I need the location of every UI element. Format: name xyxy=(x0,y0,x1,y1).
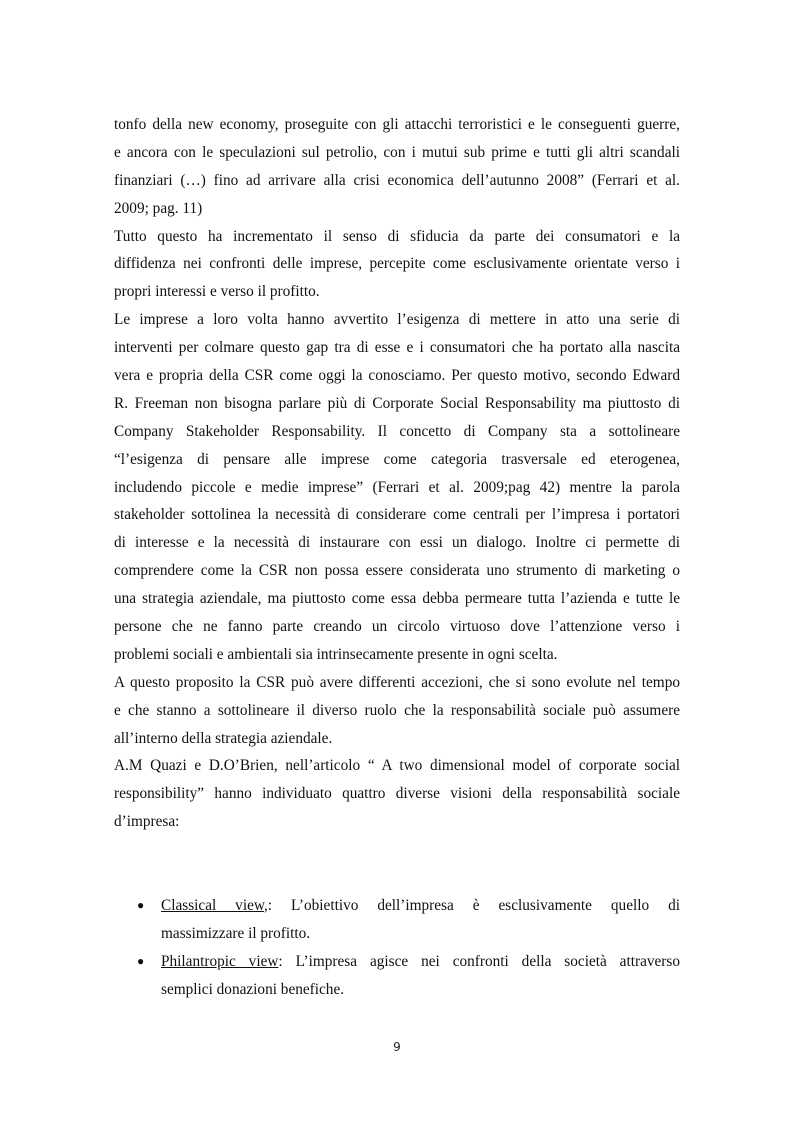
text-line: Company Stakeholder Responsability. Il concetto di Company sta a sottolineare xyxy=(114,422,680,440)
text-line: R. Freeman non bisogna parlare più di Corporate Social Responsability ma piuttosto di xyxy=(114,394,680,412)
paragraph-gap xyxy=(114,836,680,864)
text-line: una strategia aziendale, ma piuttosto come essa debba permeare tutta l’azienda e tutte le xyxy=(114,590,680,608)
text-line: “l’esigenza di pensare alle imprese come categoria trasversale ed eterogenea, xyxy=(114,450,680,468)
text-line: persone che ne fanno parte creando un circolo virtuoso dove l’attenzione verso i xyxy=(114,618,680,636)
text-line: stakeholder sottolinea la necessità di considerare come centrali per l’impresa i portatori xyxy=(114,506,680,524)
bullet-item xyxy=(114,948,680,976)
text-line: all’interno della strategia aziendale. xyxy=(114,729,333,747)
bullet-separator: : xyxy=(278,952,296,970)
text-line: includendo piccole e medie imprese” (Ferrari et al. 2009;pag 42) mentre la parola xyxy=(114,478,680,496)
document-page xyxy=(114,111,680,1004)
text-line: d’impresa: xyxy=(114,813,180,831)
text-line: responsibility” hanno individuato quattro diverse visioni della responsabilità sociale xyxy=(114,785,680,803)
page-number: 9 xyxy=(393,1040,401,1054)
bullet-separator: ,: xyxy=(263,896,291,914)
text-line: tonfo della new economy, proseguite con gli attacchi terroristici e le conseguenti guerre, xyxy=(114,116,680,133)
text-line: A.M Quazi e D.O’Brien, nell’articolo “ A two dimensional model of corporate social xyxy=(114,757,680,775)
bullet-continuation: massimizzare il profitto. xyxy=(161,924,311,942)
paragraph-gap xyxy=(114,864,680,892)
bullet-term: Philantropic view xyxy=(161,952,279,970)
text-line: A questo proposito la CSR può avere differenti accezioni, che si sono evolute nel tempo xyxy=(114,673,680,691)
text-line: propri interessi e verso il profitto. xyxy=(114,283,320,301)
text-line: Le imprese a loro volta hanno avvertito l’esigenza di mettere in atto una serie di xyxy=(114,311,680,329)
bullet-term: Classical view xyxy=(161,896,264,914)
text-line: diffidenza nei confronti delle imprese, percepite come esclusivamente orientate verso i xyxy=(114,255,680,273)
text-line: di interesse e la necessità di instaurare con essi un dialogo. Inoltre ci permette di xyxy=(114,534,680,552)
text-line: interventi per colmare questo gap tra di esse e i consumatori che ha portato alla nascita xyxy=(114,339,680,357)
bullet-icon: ● xyxy=(137,953,145,968)
text-line: e che stanno a sottolineare il diverso ruolo che la responsabilità sociale può assumere xyxy=(114,701,680,719)
text-line: e ancora con le speculazioni sul petrolio, con i mutui sub prime e tutti gli altri scandali xyxy=(114,143,680,161)
text-line: comprendere come la CSR non possa essere considerata uno strumento di marketing o xyxy=(114,562,680,580)
text-line: finanziari (…) fino ad arrivare alla crisi economica dell’autunno 2008” (Ferrari et al. xyxy=(114,171,680,189)
text-line: Tutto questo ha incrementato il senso di sfiducia da parte dei consumatori e la xyxy=(114,227,680,245)
bullet-icon: ● xyxy=(137,897,145,912)
text-line: problemi sociali e ambientali sia intrinsecamente presente in ogni scelta. xyxy=(114,645,558,663)
bullet-continuation: semplici donazioni benefiche. xyxy=(161,980,345,998)
text-line: 2009; pag. 11) xyxy=(114,199,203,217)
bullet-item xyxy=(114,892,680,920)
bullet-text: L’impresa agisce nei confronti della società attraverso xyxy=(295,952,680,970)
text-line: vera e propria della CSR come oggi la conosciamo. Per questo motivo, secondo Edward xyxy=(114,367,680,385)
bullet-text: L’obiettivo dell’impresa è esclusivamente quello di xyxy=(290,896,680,914)
